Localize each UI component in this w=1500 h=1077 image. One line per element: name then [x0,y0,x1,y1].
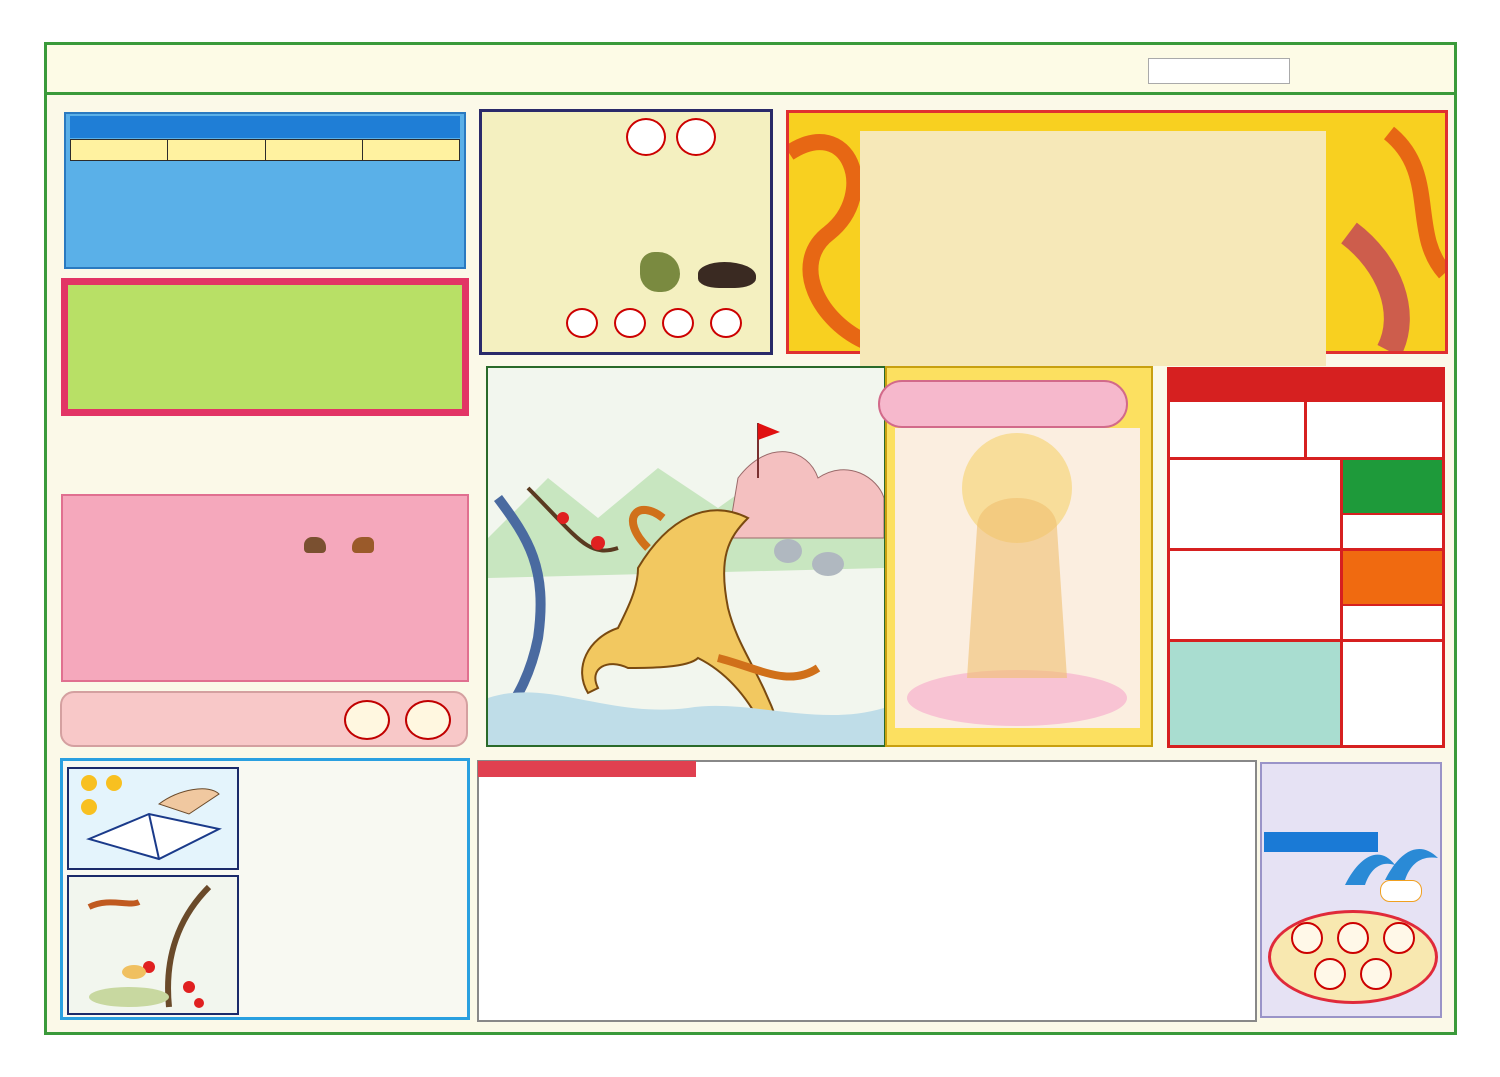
gate-table-title [70,116,460,138]
year-count [1343,606,1442,639]
horse-icon [352,537,374,553]
strategy-ball [1360,958,1392,990]
provide-ball [566,308,598,338]
table-header [168,140,265,161]
famous-pick-number [1343,642,1442,745]
draw-dot-grid [698,768,1254,1020]
strategy-ball [1383,922,1415,954]
treasure-scroll [878,380,1128,428]
sister-ball [344,700,390,740]
rat-icon [698,262,756,288]
provide-ball [662,308,694,338]
buddha-picture [895,428,1140,728]
special-ball [676,118,716,156]
provide-ball [710,308,742,338]
result-number [1170,551,1340,639]
table-header [265,140,362,161]
tree-picture [69,877,237,1013]
provide-ball [614,308,646,338]
count-tag [1343,551,1442,604]
famous-pick-label [1170,642,1340,745]
sister-ball [405,700,451,740]
issue-number-box [1148,58,1290,84]
big-small-result [1170,402,1304,457]
count-tag [1343,460,1442,513]
period-open-header [1307,370,1442,400]
dragon-icon [640,252,680,292]
year-count [1343,515,1442,548]
horse-illustration [486,366,886,747]
recent-draws-header [478,761,696,777]
strategy-ball [1337,922,1369,954]
table-header [362,140,459,161]
lucky-panel [61,494,469,682]
banner-blank-area [860,131,1326,366]
book-picture [69,769,237,868]
horse-picture [488,368,884,745]
odd-even-result [1307,402,1442,457]
special-ball [626,118,666,156]
strategy-ball [1314,958,1346,990]
strategy-ball [1291,922,1323,954]
gate-table [70,139,460,161]
tree-illustration [67,875,239,1015]
result-number [1170,460,1340,548]
table-header [71,140,168,161]
ox-icon [304,537,326,553]
compound-label [1380,880,1422,902]
period-open-header [1170,370,1304,400]
book-illustration [67,767,239,870]
treasure-map-body [895,428,1140,728]
computer-analysis-inner [68,285,462,409]
